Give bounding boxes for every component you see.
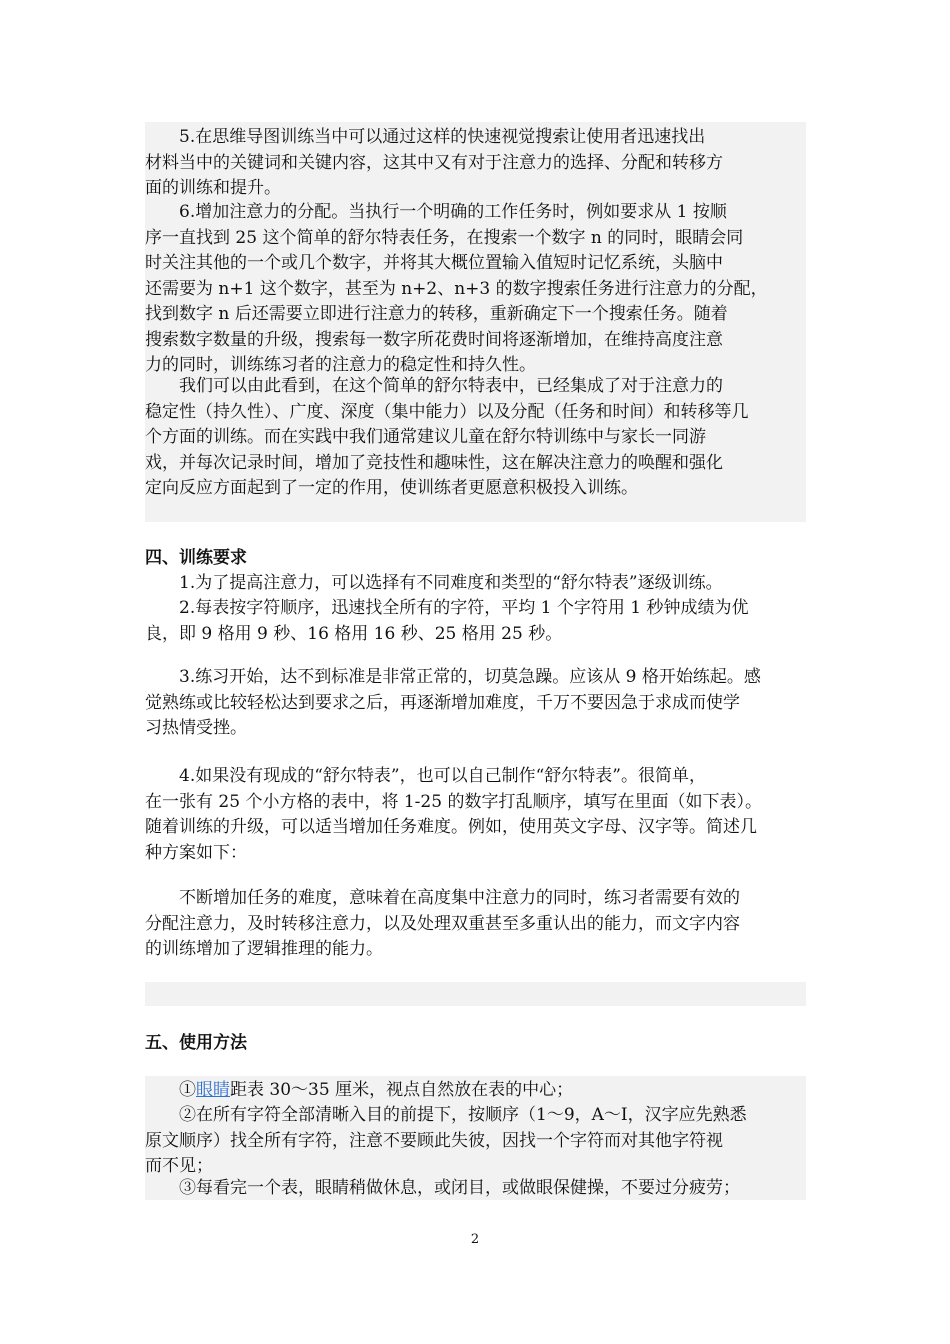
difficulty-paragraph: 不断增加任务的难度，意味着在高度集中注意力的同时，练习者需要有效的 分配注意力，及时转移注意力，以及处理双重甚至多重认出的能力，而文字内容 的训练增加了逻辑推理的能力。: [145, 888, 740, 959]
requirement-3: 3.练习开始，达不到标准是非常正常的，切莫急躁。应该从 9 格开始练起。感 觉熟练或比较轻松达到要求之后，再逐渐增加难度，千万不要因急于求成而使学 习热情受挫。: [145, 667, 761, 738]
paragraph-point-6: 6.增加注意力的分配。当执行一个明确的工作任务时，例如要求从 1 按顺 序一直找到 25 这个简单的舒尔特表任务，在搜索一个数字 n 的同时，眼睛会同 时关注其他的一个或几个数字，并将其大概位置输入值短时记忆系统，头脑中 还需要为 n+1 这个数字，甚至为 n+2、n+3 的数字搜索任务进行注意力的分配， 找到数字 n 后还需要立即进行注意力的转移，重新确定下一个搜索任务。随着 搜索数字数量的升级，搜索每一数字所花费时间将逐渐增加，在维持高度注意 力的同时，训练练习者的注意力的稳定性和持久性。: [145, 202, 768, 375]
paragraph-point-5: 5.在思维导图训练当中可以通过这样的快速视觉搜索让使用者迅速找出 材料当中的关键词和关键内容，这其中又有对于注意力的选择、分配和转移方 面的训练和提升。: [145, 127, 723, 198]
section-heading-usage: 五、使用方法: [145, 1033, 247, 1053]
paragraph-summary: 我们可以由此看到，在这个简单的舒尔特表中，已经集成了对于注意力的 稳定性（持久性）、广度、深度（集中能力）以及分配（任务和时间）和转移等几 个方面的训练。而在实践中我们通常建议儿童在舒尔特训练中与家长一同游 戏，并每次记录时间，增加了竞技性和趣味性，这在解决注意力的唤醒和强化 定向反应方面起到了一定的作用，使训练者更愿意积极投入训练。: [145, 376, 749, 498]
usage-step-2: ②在所有字符全部清晰入目的前提下，按顺序（1～9，A～I，汉字应先熟悉 原文顺序）找全所有字符，注意不要顾此失彼，因找一个字符而对其他字符视 而不见；: [145, 1105, 747, 1176]
section-heading-training-requirements: 四、训练要求: [145, 548, 247, 568]
page-number: 2: [470, 1232, 480, 1247]
requirement-4: 4.如果没有现成的“舒尔特表”，也可以自己制作“舒尔特表”。很简单， 在一张有 25 个小方格的表中，将 1-25 的数字打乱顺序，填写在里面（如下表）。 随着训练的升级，可以适当增加任务难度。例如，使用英文字母、汉字等。简述几 种方案如下：: [145, 766, 762, 863]
requirement-1: 1.为了提高注意力，可以选择有不同难度和类型的“舒尔特表”逐级训练。: [179, 573, 723, 593]
shaded-block: [145, 982, 806, 1006]
eyes-link[interactable]: 眼睛: [196, 1080, 230, 1100]
usage-step-1: ①眼睛距表 30～35 厘米，视点自然放在表的中心；: [179, 1080, 574, 1100]
usage-step-3: ③每看完一个表，眼睛稍做休息，或闭目，或做眼保健操，不要过分疲劳；: [179, 1178, 740, 1198]
requirement-2: 2.每表按字符顺序，迅速找全所有的字符，平均 1 个字符用 1 秒钟成绩为优 良，即 9 格用 9 秒、16 格用 16 秒、25 格用 25 秒。: [145, 598, 749, 644]
